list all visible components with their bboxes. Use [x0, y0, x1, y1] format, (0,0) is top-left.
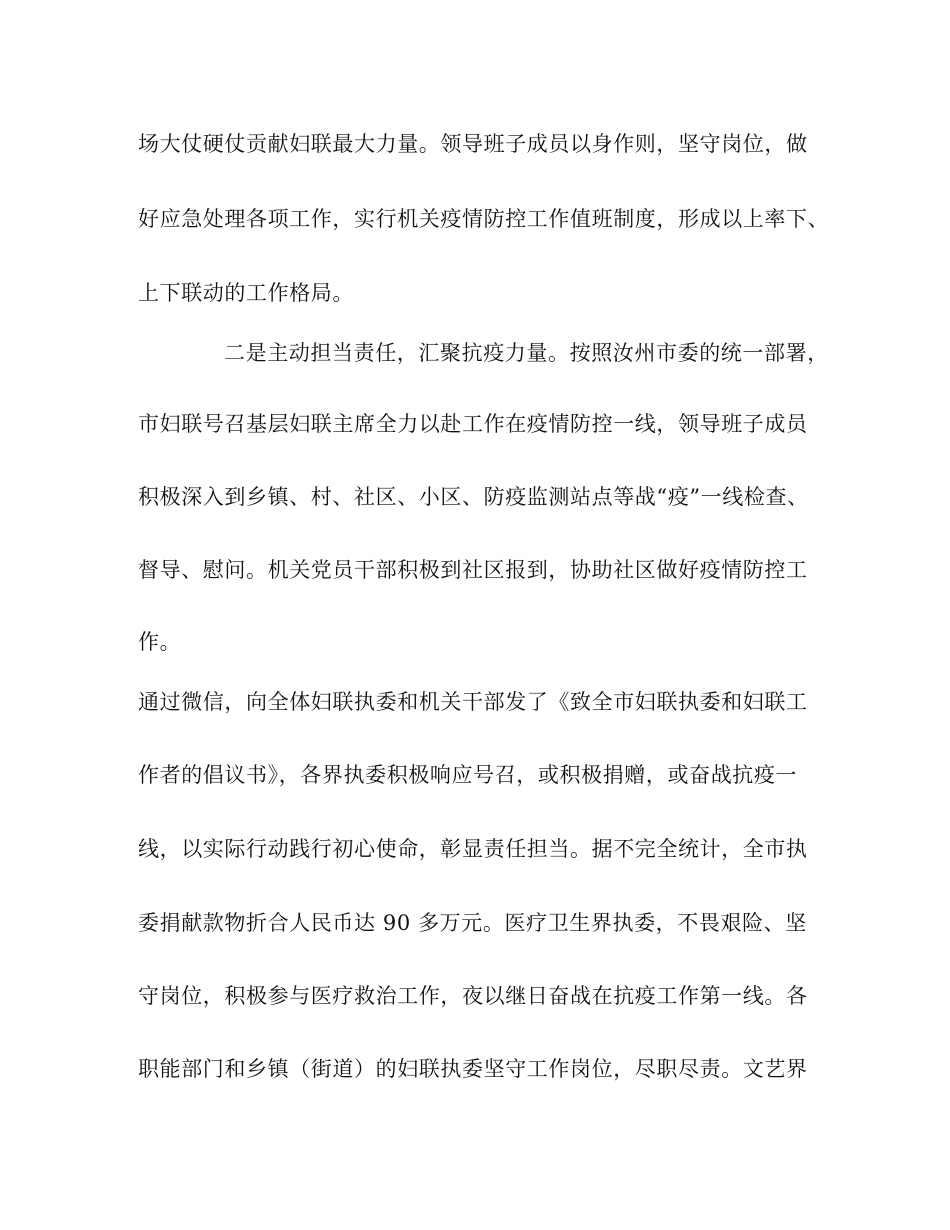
text-line: 作者的倡议书》，各界执委积极响应号召，或积极捐赠，或奋战抗疫一 — [138, 763, 798, 787]
text-line: 督导、慰问。机关党员干部积极到社区报到，协助社区做好疫情防控工 — [138, 558, 808, 582]
text-line: 委捐献款物折合人民币达 90 多万元。医疗卫生界执委，不畏艰险、坚 — [138, 911, 807, 935]
text-line: 职能部门和乡镇（街道）的妇联执委坚守工作岗位，尽职尽责。文艺界 — [138, 1057, 808, 1081]
text-line: 守岗位，积极参与医疗救治工作，夜以继日奋战在抗疫工作第一线。各 — [138, 984, 808, 1008]
paragraph-first-line: 二是主动担当责任，汇聚抗疫力量。按照汝州市委的统一部署， — [224, 341, 829, 365]
text-line: 场大仗硬仗贡献妇联最大力量。领导班子成员以身作则，坚守岗位，做 — [138, 132, 808, 156]
text-line: 上下联动的工作格局。 — [138, 281, 354, 305]
text-line: 积极深入到乡镇、村、社区、小区、防疫监测站点等战“疫”一线检查、 — [138, 485, 809, 509]
text-line: 作。 — [138, 630, 182, 654]
text-line: 市妇联号召基层妇联主席全力以赴工作在疫情防控一线，领导班子成员 — [138, 412, 808, 436]
text-line: 好应急处理各项工作，实行机关疫情防控工作值班制度，形成以上率下、 — [138, 207, 830, 231]
paragraph-first-line: 通过微信，向全体妇联执委和机关干部发了《致全市妇联执委和妇联工 — [138, 690, 808, 714]
text-line: 线，以实际行动践行初心使命，彰显责任担当。据不完全统计，全市执 — [138, 837, 808, 861]
